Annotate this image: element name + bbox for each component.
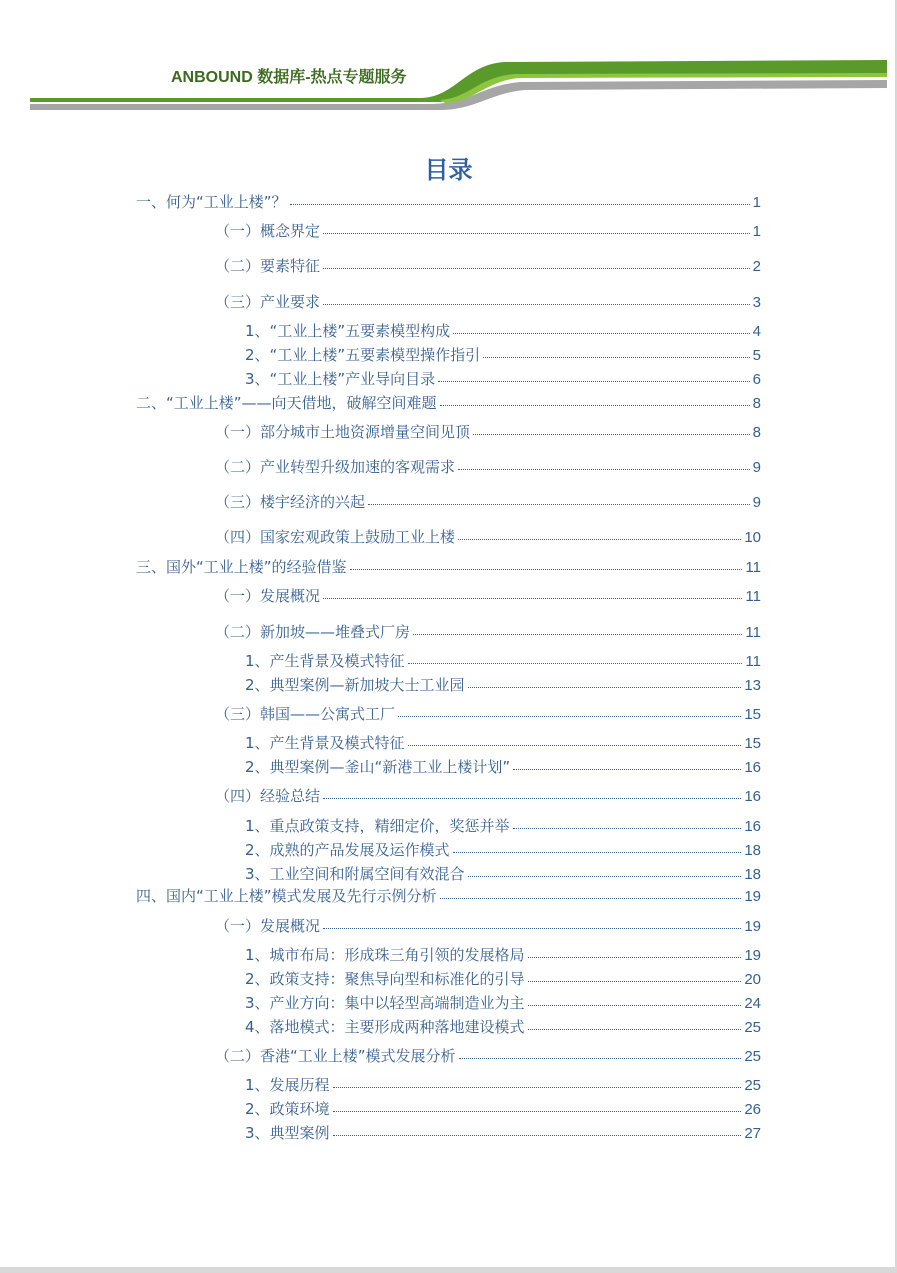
toc-leader-dots [350,557,743,570]
toc-leader-dots [323,256,750,269]
toc-entry-page-number: 13 [744,677,761,694]
toc-leader-dots [513,757,741,770]
toc-entry-page-number: 25 [744,1019,761,1036]
toc-entry-page-number: 11 [745,653,761,670]
toc-leader-dots [323,292,750,305]
toc-entry[interactable] [245,675,761,695]
toc-entry[interactable] [215,256,761,276]
toc-entry-page-number: 18 [744,842,761,859]
toc-entry[interactable] [245,651,761,671]
toc-entry-page-number: 27 [744,1125,761,1142]
toc-entry-page-number: 19 [744,918,761,935]
toc-entry-label: （二）新加坡——堆叠式厂房 [215,623,411,641]
toc-entry-label: （三）韩国——公寓式工厂 [215,705,396,723]
toc-entry-page-number: 1 [752,223,761,240]
toc-entry[interactable] [245,757,761,777]
toc-leader-dots [458,527,741,540]
toc-entry[interactable] [215,457,761,477]
toc-entry-page-number: 2 [752,258,761,275]
toc-entry-page-number: 11 [745,559,761,576]
toc-entry-page-number: 15 [744,706,761,723]
toc-leader-dots [333,1123,742,1136]
toc-entry[interactable] [245,1075,761,1095]
toc-leader-dots [323,786,741,799]
toc-entry[interactable] [245,864,761,884]
toc-entry-label: （一）概念界定 [215,222,321,240]
toc-entry-label: （四）国家宏观政策上鼓励工业上楼 [215,528,456,546]
toc-entry-page-number: 8 [752,424,761,441]
toc-entry-label: 2、典型案例—新加坡大士工业园 [245,676,465,694]
toc-leader-dots [323,586,742,599]
toc-entry-label: （三）产业要求 [215,293,321,311]
toc-leader-dots [528,1017,742,1030]
toc-entry-page-number: 1 [752,194,761,211]
toc-entry[interactable] [245,969,761,989]
toc-entry-page-number: 20 [744,971,761,988]
toc-entry[interactable] [215,292,761,312]
toc-entry[interactable] [215,786,761,806]
toc-entry[interactable] [245,321,761,341]
toc-entry[interactable] [215,916,761,936]
toc-leader-dots [408,651,743,664]
toc-entry-label: 4、落地模式：主要形成两种落地建设模式 [245,1018,525,1036]
toc-entry[interactable] [215,622,761,642]
toc-leader-dots [453,321,750,334]
toc-entry-label: 3、工业空间和附属空间有效混合 [245,865,465,883]
toc-entry-page-number: 19 [744,947,761,964]
toc-leader-dots [483,345,750,358]
toc-leader-dots [453,840,742,853]
toc-entry-page-number: 9 [752,494,761,511]
page-edge [0,1267,897,1273]
toc-entry-page-number: 16 [744,788,761,805]
toc-entry-page-number: 18 [744,866,761,883]
toc-entry-page-number: 6 [752,371,761,388]
toc-leader-dots [440,886,742,899]
toc-entry-label: 1、重点政策支持，精细定价，奖惩并举 [245,817,510,835]
toc-entry-page-number: 9 [752,459,761,476]
toc-entry-page-number: 15 [744,735,761,752]
toc-leader-dots [473,422,750,435]
toc-entry-page-number: 16 [744,818,761,835]
toc-entry[interactable] [136,393,761,413]
toc-leader-dots [528,945,742,958]
toc-entry-label: 1、“工业上楼”五要素模型构成 [245,322,451,340]
toc-entry-label: （二）香港“工业上楼”模式发展分析 [215,1047,456,1065]
toc-entry-label: （二）要素特征 [215,257,321,275]
toc-entry-label: （一）发展概况 [215,587,321,605]
toc-entry[interactable] [215,704,761,724]
toc-leader-dots [528,969,742,982]
toc-entry[interactable] [245,345,761,365]
toc-leader-dots [528,993,742,1006]
toc-entry-label: 2、“工业上楼”五要素模型操作指引 [245,346,481,364]
toc-entry-page-number: 5 [752,347,761,364]
toc-entry-label: （一）部分城市土地资源增量空间见顶 [215,423,471,441]
toc-leader-dots [368,492,750,505]
toc-entry[interactable] [245,1123,761,1143]
toc-leader-dots [333,1075,742,1088]
toc-entry-page-number: 16 [744,759,761,776]
toc-entry-label: 1、产生背景及模式特征 [245,652,405,670]
toc-entry-label: 3、“工业上楼”产业导向目录 [245,370,436,388]
toc-entry[interactable] [245,1017,761,1037]
toc-entry-page-number: 3 [752,294,761,311]
toc-entry[interactable] [136,557,761,577]
toc-entry-label: （三）楼宇经济的兴起 [215,493,366,511]
toc-leader-dots [458,457,750,470]
toc-title: 目录 [424,156,473,184]
toc-entry-label: 一、何为“工业上楼”？ [136,193,287,211]
toc-entry[interactable] [215,422,761,442]
toc-entry-page-number: 8 [752,395,761,412]
toc-entry[interactable] [136,886,761,906]
toc-leader-dots [513,816,742,829]
toc-leader-dots [468,864,742,877]
toc-leader-dots [440,393,750,406]
toc-entry-page-number: 4 [752,323,761,340]
toc-entry-label: 2、政策环境 [245,1100,330,1118]
toc-entry[interactable] [215,221,761,241]
toc-entry-label: 三、国外“工业上楼”的经验借鉴 [136,558,347,576]
toc-entry[interactable] [215,527,761,547]
toc-entry[interactable] [215,492,761,512]
toc-entry-page-number: 24 [744,995,761,1012]
toc-entry[interactable] [245,840,761,860]
toc-entry-label: 3、典型案例 [245,1124,330,1142]
toc-entry[interactable] [215,1046,761,1066]
toc-entry[interactable] [245,945,761,965]
toc-leader-dots [413,622,742,635]
toc-entry-label: 1、发展历程 [245,1076,330,1094]
toc-entry-page-number: 19 [744,888,761,905]
toc-leader-dots [438,369,750,382]
toc-entry-label: 2、典型案例—釜山“新港工业上楼计划” [245,758,511,776]
toc-entry-label: 二、“工业上楼”——向天借地，破解空间难题 [136,394,437,412]
toc-leader-dots [323,916,741,929]
toc-entry[interactable] [245,1099,761,1119]
toc-entry-label: 2、成熟的产品发展及运作模式 [245,841,450,859]
toc-entry-label: 2、政策支持：聚焦导向型和标准化的引导 [245,970,525,988]
toc-entry-label: 1、城市布局：形成珠三角引领的发展格局 [245,946,525,964]
toc-entry-label: 3、产业方向：集中以轻型高端制造业为主 [245,994,525,1012]
toc-entry-label: （二）产业转型升级加速的客观需求 [215,458,456,476]
toc-entry[interactable] [245,993,761,1013]
toc-leader-dots [323,221,750,234]
toc-entry-page-number: 11 [745,624,761,641]
toc-entry[interactable] [245,369,761,389]
toc-entry-page-number: 26 [744,1101,761,1118]
toc-leader-dots [459,1046,742,1059]
toc-entry[interactable] [136,192,761,212]
toc-entry-label: （四）经验总结 [215,787,321,805]
toc-entry-label: （一）发展概况 [215,917,321,935]
toc-entry-label: 四、国内“工业上楼”模式发展及先行示例分析 [136,887,437,905]
header-title: ANBOUND 数据库-热点专题服务 [171,69,407,86]
toc-entry[interactable] [215,586,761,606]
toc-entry-page-number: 10 [744,529,761,546]
toc-leader-dots [290,192,750,205]
toc-leader-dots [468,675,742,688]
toc-leader-dots [398,704,741,717]
toc-leader-dots [408,733,742,746]
toc-entry-page-number: 11 [745,588,761,605]
toc-entry[interactable] [245,816,761,836]
toc-leader-dots [333,1099,742,1112]
toc-entry[interactable] [245,733,761,753]
toc-entry-page-number: 25 [744,1077,761,1094]
toc-entry-label: 1、产生背景及模式特征 [245,734,405,752]
toc-entry-page-number: 25 [744,1048,761,1065]
